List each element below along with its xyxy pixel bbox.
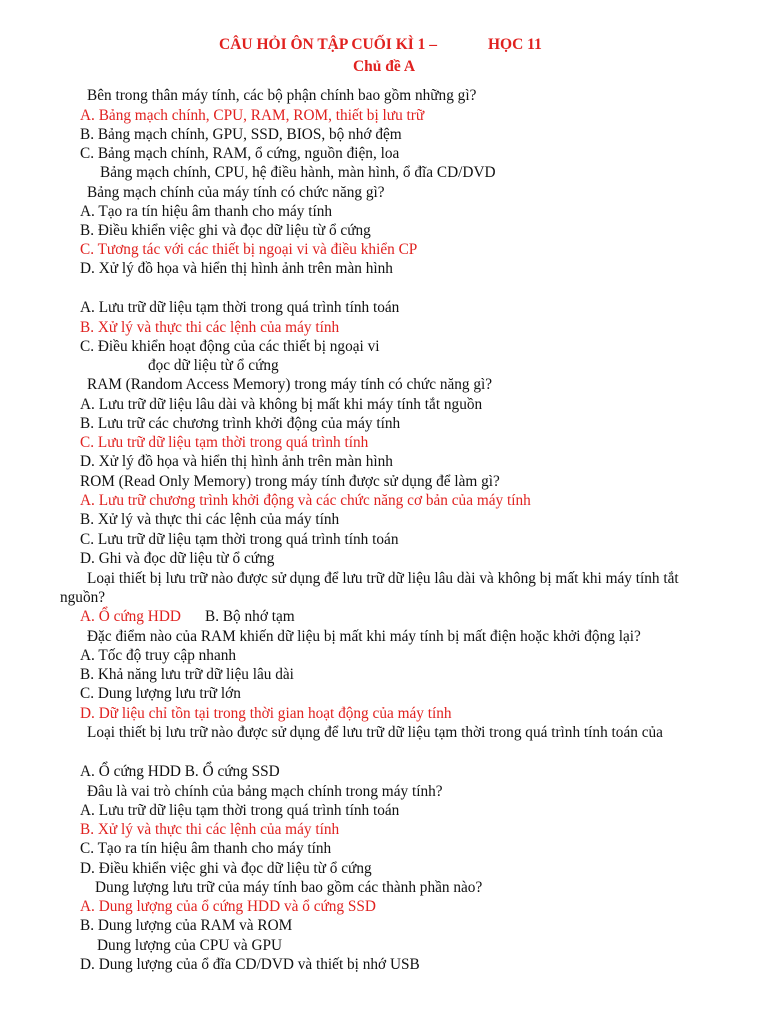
page-subtitle: Chủ đề A [352,58,416,75]
text-line: RAM (Random Access Memory) trong máy tính có chức năng gì? [87,376,493,393]
text-line: A. Lưu trữ dữ liệu tạm thời trong quá trình tính toán [80,802,400,819]
text-line: D. Điều khiển việc ghi và đọc dữ liệu từ ổ cứng [80,860,372,877]
text-line: Đặc điểm nào của RAM khiến dữ liệu bị mất khi máy tính bị mất điện hoặc khởi động lại? [87,628,641,645]
text-line: Dung lượng lưu trữ của máy tính bao gồm các thành phần nào? [95,879,483,896]
title-right: HỌC 11 [488,36,542,53]
answer-line-highlighted: D. Dữ liệu chỉ tồn tại trong thời gian hoạt động của máy tính [80,705,452,722]
text-line: B. Bảng mạch chính, GPU, SSD, BIOS, bộ nhớ đệm [80,126,402,143]
text-line: C. Điều khiển hoạt động của các thiết bị ngoại vi [80,338,380,355]
answer-line-highlighted: A. Ổ cứng HDD [80,608,181,625]
text-line: B. Lưu trữ các chương trình khởi động của máy tính [80,415,401,432]
text-line: Loại thiết bị lưu trữ nào được sử dụng để lưu trữ dữ liệu tạm thời trong quá trình tính toán của [87,724,663,741]
text-line: C. Dung lượng lưu trữ lớn [80,685,241,702]
text-line: A. Tốc độ truy cập nhanh [80,647,237,664]
text-line: B. Điều khiển việc ghi và đọc dữ liệu từ ổ cứng [80,222,371,239]
text-line: D. Xử lý đồ họa và hiển thị hình ảnh trên màn hình [80,260,393,277]
text-line: đọc dữ liệu từ ổ cứng [148,357,279,374]
text-line: Loại thiết bị lưu trữ nào được sử dụng để lưu trữ dữ liệu lâu dài và không bị mất khi máy tính tắt [87,570,679,587]
answer-line-highlighted: B. Xử lý và thực thi các lệnh của máy tính [80,319,340,336]
text-line: ROM (Read Only Memory) trong máy tính được sử dụng để làm gì? [80,473,500,490]
title-left: CÂU HỎI ÔN TẬP CUỐI KÌ 1 – [219,36,438,53]
text-line: A. Tạo ra tín hiệu âm thanh cho máy tính [80,203,333,220]
answer-line-highlighted: B. Xử lý và thực thi các lệnh của máy tính [80,821,340,838]
text-line: nguồn? [60,589,106,606]
text-line: D. Xử lý đồ họa và hiển thị hình ảnh trên màn hình [80,453,393,470]
text-line: B. Dung lượng của RAM và ROM [80,917,293,934]
answer-line-highlighted: A. Dung lượng của ổ cứng HDD và ổ cứng SSD [80,898,376,915]
answer-line-highlighted: A. Bảng mạch chính, CPU, RAM, ROM, thiết bị lưu trữ [80,107,425,124]
text-line: B. Xử lý và thực thi các lệnh của máy tính [80,511,340,528]
text-line: D. Ghi và đọc dữ liệu từ ổ cứng [80,550,275,567]
text-line: A. Lưu trữ dữ liệu lâu dài và không bị mất khi máy tính tắt nguồn [80,396,483,413]
text-line: C. Tạo ra tín hiệu âm thanh cho máy tính [80,840,332,857]
answer-line-highlighted: C. Tương tác với các thiết bị ngoại vi và điều khiển CP [80,241,418,258]
text-line: A. Ổ cứng HDD B. Ổ cứng SSD [80,763,280,780]
answer-line-highlighted: C. Lưu trữ dữ liệu tạm thời trong quá trình tính [80,434,369,451]
text-line: A. Lưu trữ dữ liệu tạm thời trong quá trình tính toán [80,299,400,316]
text-line: B. Khả năng lưu trữ dữ liệu lâu dài [80,666,294,683]
text-line: Đâu là vai trò chính của bảng mạch chính trong máy tính? [87,783,443,800]
text-line: Dung lượng của CPU và GPU [97,937,283,954]
text-line: Bên trong thân máy tính, các bộ phận chính bao gồm những gì? [87,87,477,104]
text-line: Bảng mạch chính, CPU, hệ điều hành, màn hình, ổ đĩa CD/DVD [100,164,496,181]
text-line: C. Bảng mạch chính, RAM, ổ cứng, nguồn điện, loa [80,145,400,162]
text-line-suffix: B. Bộ nhớ tạm [205,608,295,625]
text-line: D. Dung lượng của ổ đĩa CD/DVD và thiết bị nhớ USB [80,956,420,973]
answer-line-highlighted: A. Lưu trữ chương trình khởi động và các chức năng cơ bản của máy tính [80,492,531,509]
text-line: Bảng mạch chính của máy tính có chức năng gì? [87,184,385,201]
text-line: C. Lưu trữ dữ liệu tạm thời trong quá trình tính toán [80,531,399,548]
